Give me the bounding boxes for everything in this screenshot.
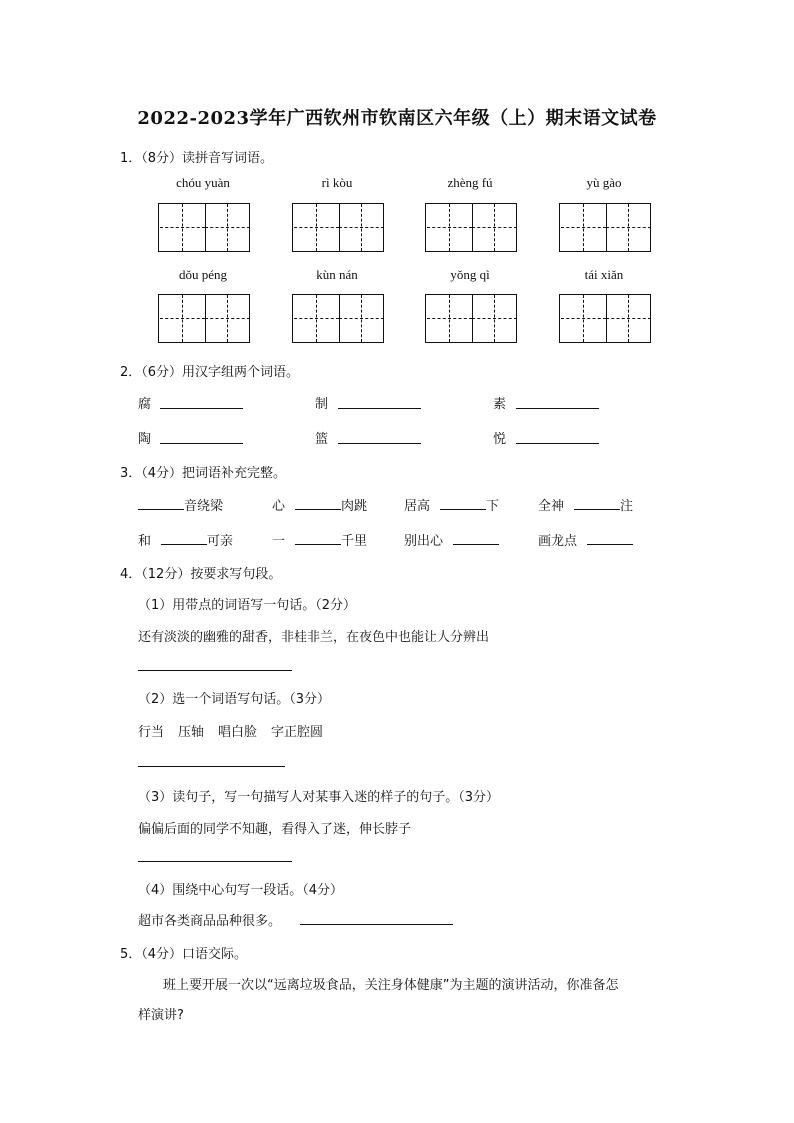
sub-question-2-words xyxy=(138,721,323,740)
answer-line[interactable] xyxy=(160,443,243,444)
word-char: 篮 xyxy=(315,432,329,447)
word-char: 素 xyxy=(493,397,507,412)
answer-blank[interactable] xyxy=(453,532,499,545)
answer-line[interactable] xyxy=(338,443,421,444)
tian-grid-box[interactable] xyxy=(559,203,651,252)
question-4-heading: 4．（12分）按要求写句段。 xyxy=(120,567,282,582)
sub-question-3: （3）读句子，写一句描写人对某事入迷的样子的句子。（3分） xyxy=(138,790,500,805)
sub-question-1-text: 还有淡淡的幽雅的甜香，非桂非兰，在夜色中也能让人分辨出 xyxy=(138,630,490,645)
tian-grid-box[interactable] xyxy=(292,203,384,252)
answer-blank[interactable] xyxy=(574,497,620,510)
tian-grid-box[interactable] xyxy=(292,294,384,343)
word-char: 陶 xyxy=(138,432,152,447)
pinyin-label: kùn nán xyxy=(316,267,358,282)
question-5-heading: 5．（4分）口语交际。 xyxy=(120,947,248,962)
answer-line[interactable] xyxy=(338,408,421,409)
word-char: 悦 xyxy=(493,432,507,447)
idiom-item: 别出心 xyxy=(404,530,499,549)
question-5-text: 班上要开展一次以“远离垃圾食品，关注身体健康”为主题的演讲活动，你准备怎 xyxy=(163,978,619,993)
tian-grid-box[interactable] xyxy=(425,203,517,252)
answer-blank[interactable] xyxy=(440,497,486,510)
answer-blank[interactable] xyxy=(295,497,341,510)
idiom-item: 全神 注 xyxy=(538,499,634,514)
idiom-item: 一 千里 xyxy=(272,534,368,549)
pinyin-label: dǒu péng xyxy=(178,267,228,282)
exam-title: 2022-2023学年广西钦州市钦南区六年级（上）期末语文试卷 xyxy=(137,108,657,129)
answer-line[interactable] xyxy=(516,443,599,444)
pinyin-label: chóu yuàn xyxy=(176,175,230,190)
question-2-heading: 2．（6分）用汉字组两个词语。 xyxy=(120,365,300,380)
answer-line[interactable] xyxy=(300,924,453,925)
answer-line[interactable] xyxy=(138,766,285,767)
answer-blank[interactable] xyxy=(295,532,341,545)
question-3-heading: 3．（4分）把词语补充完整。 xyxy=(120,466,287,481)
sub-question-4-text: 超市各类商品品种很多。 xyxy=(138,914,282,929)
idiom-item: 音绕梁 xyxy=(138,495,223,514)
sub-question-4: （4）围绕中心句写一段话。（4分） xyxy=(138,883,344,898)
word-option: 字正腔圆 xyxy=(271,725,324,740)
word-option: 行当 xyxy=(138,725,165,740)
word-char: 腐 xyxy=(138,397,152,412)
tian-grid-box[interactable] xyxy=(158,294,250,343)
pinyin-label: tái xiǎn xyxy=(584,267,624,282)
sub-question-1: （1）用带点的词语写一句话。（2分） xyxy=(138,598,357,613)
question-5-text-cont: 样演讲? xyxy=(138,1008,184,1023)
word-option: 压轴 xyxy=(178,725,205,740)
answer-blank[interactable] xyxy=(161,532,207,545)
idiom-item: 居高 下 xyxy=(404,499,500,514)
question-1-heading: 1．（8分）读拼音写词语。 xyxy=(120,151,274,166)
pinyin-label: zhèng fú xyxy=(447,175,493,190)
answer-line[interactable] xyxy=(138,861,292,862)
tian-grid-box[interactable] xyxy=(425,294,517,343)
sub-question-2: （2）选一个词语写句话。（3分） xyxy=(138,692,331,707)
idiom-item: 心 肉跳 xyxy=(272,499,368,514)
answer-line[interactable] xyxy=(160,408,243,409)
pinyin-label: rì kòu xyxy=(321,175,353,190)
idiom-item: 画龙点 xyxy=(538,530,633,549)
answer-line[interactable] xyxy=(516,408,599,409)
word-option: 唱白脸 xyxy=(218,725,258,740)
sub-question-3-text: 偏偏后面的同学不知趣，看得入了迷，伸长脖子 xyxy=(138,822,412,837)
idiom-item: 和 可亲 xyxy=(138,534,234,549)
answer-blank[interactable] xyxy=(587,532,633,545)
tian-grid-box[interactable] xyxy=(158,203,250,252)
pinyin-label: yǒng qì xyxy=(450,267,490,282)
pinyin-label: yù gào xyxy=(586,175,622,190)
answer-line[interactable] xyxy=(138,670,292,671)
tian-grid-box[interactable] xyxy=(559,294,651,343)
answer-blank[interactable] xyxy=(138,497,184,510)
word-char: 制 xyxy=(315,397,329,412)
